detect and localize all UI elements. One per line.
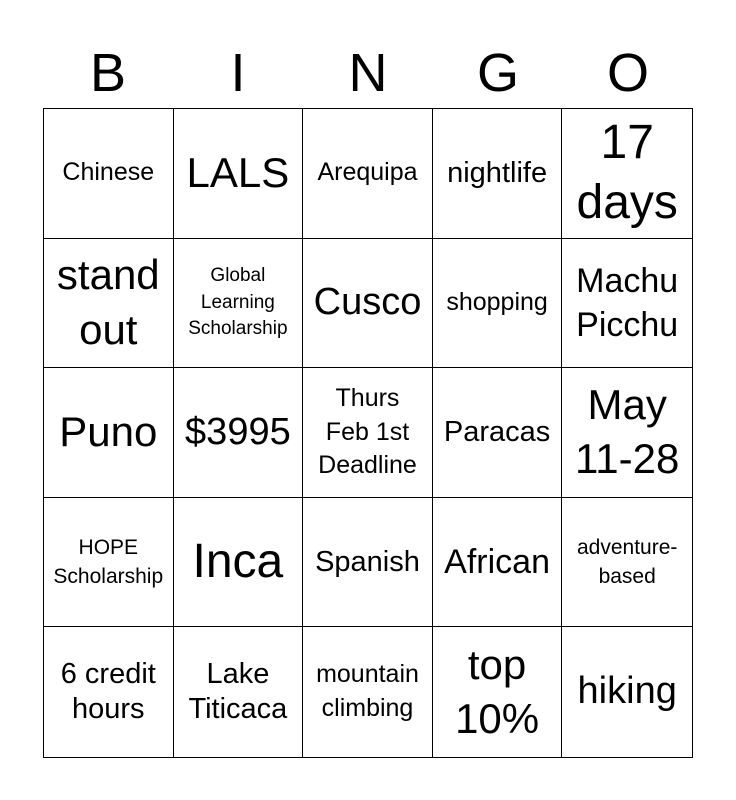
bingo-cell[interactable]: Lake Titicaca xyxy=(174,627,304,757)
header-letter-b: B xyxy=(89,43,127,103)
bingo-board xyxy=(43,108,693,758)
header-letter-n: N xyxy=(348,43,388,103)
bingo-cell[interactable]: nightlife xyxy=(433,109,563,239)
bingo-cell[interactable]: top 10% xyxy=(433,627,563,757)
bingo-cell[interactable]: African xyxy=(433,498,563,628)
header-letter-i: I xyxy=(230,43,246,103)
bingo-cell[interactable]: 17 days xyxy=(562,109,692,239)
bingo-cell[interactable]: $3995 xyxy=(174,368,304,498)
bingo-cell[interactable]: LALS xyxy=(174,109,304,239)
bingo-cell[interactable]: May 11-28 xyxy=(562,368,692,498)
bingo-cell[interactable]: Puno xyxy=(44,368,174,498)
bingo-cell[interactable]: Paracas xyxy=(433,368,563,498)
bingo-cell[interactable]: HOPE Scholarship xyxy=(44,498,174,628)
bingo-cell[interactable]: stand out xyxy=(44,239,174,369)
header-letter-o: O xyxy=(606,43,649,103)
bingo-cell[interactable]: shopping xyxy=(433,239,563,369)
bingo-cell[interactable]: Chinese xyxy=(44,109,174,239)
bingo-cell[interactable]: mountain climbing xyxy=(303,627,433,757)
bingo-header xyxy=(43,38,693,108)
bingo-cell[interactable]: Thurs Feb 1st Deadline xyxy=(303,368,433,498)
bingo-cell[interactable]: Machu Picchu xyxy=(562,239,692,369)
bingo-cell[interactable]: Cusco xyxy=(303,239,433,369)
bingo-cell[interactable]: hiking xyxy=(577,670,677,713)
bingo-cell[interactable]: Inca xyxy=(174,498,304,628)
bingo-cell[interactable]: Global Learning Scholarship xyxy=(174,239,304,369)
bingo-cell[interactable]: Spanish xyxy=(303,498,433,628)
bingo-cell[interactable]: Arequipa xyxy=(303,109,433,239)
header-letter-g: G xyxy=(476,43,519,103)
bingo-cell[interactable]: adventure- based xyxy=(562,498,692,628)
bingo-cell[interactable]: 6 credit hours xyxy=(44,627,174,757)
